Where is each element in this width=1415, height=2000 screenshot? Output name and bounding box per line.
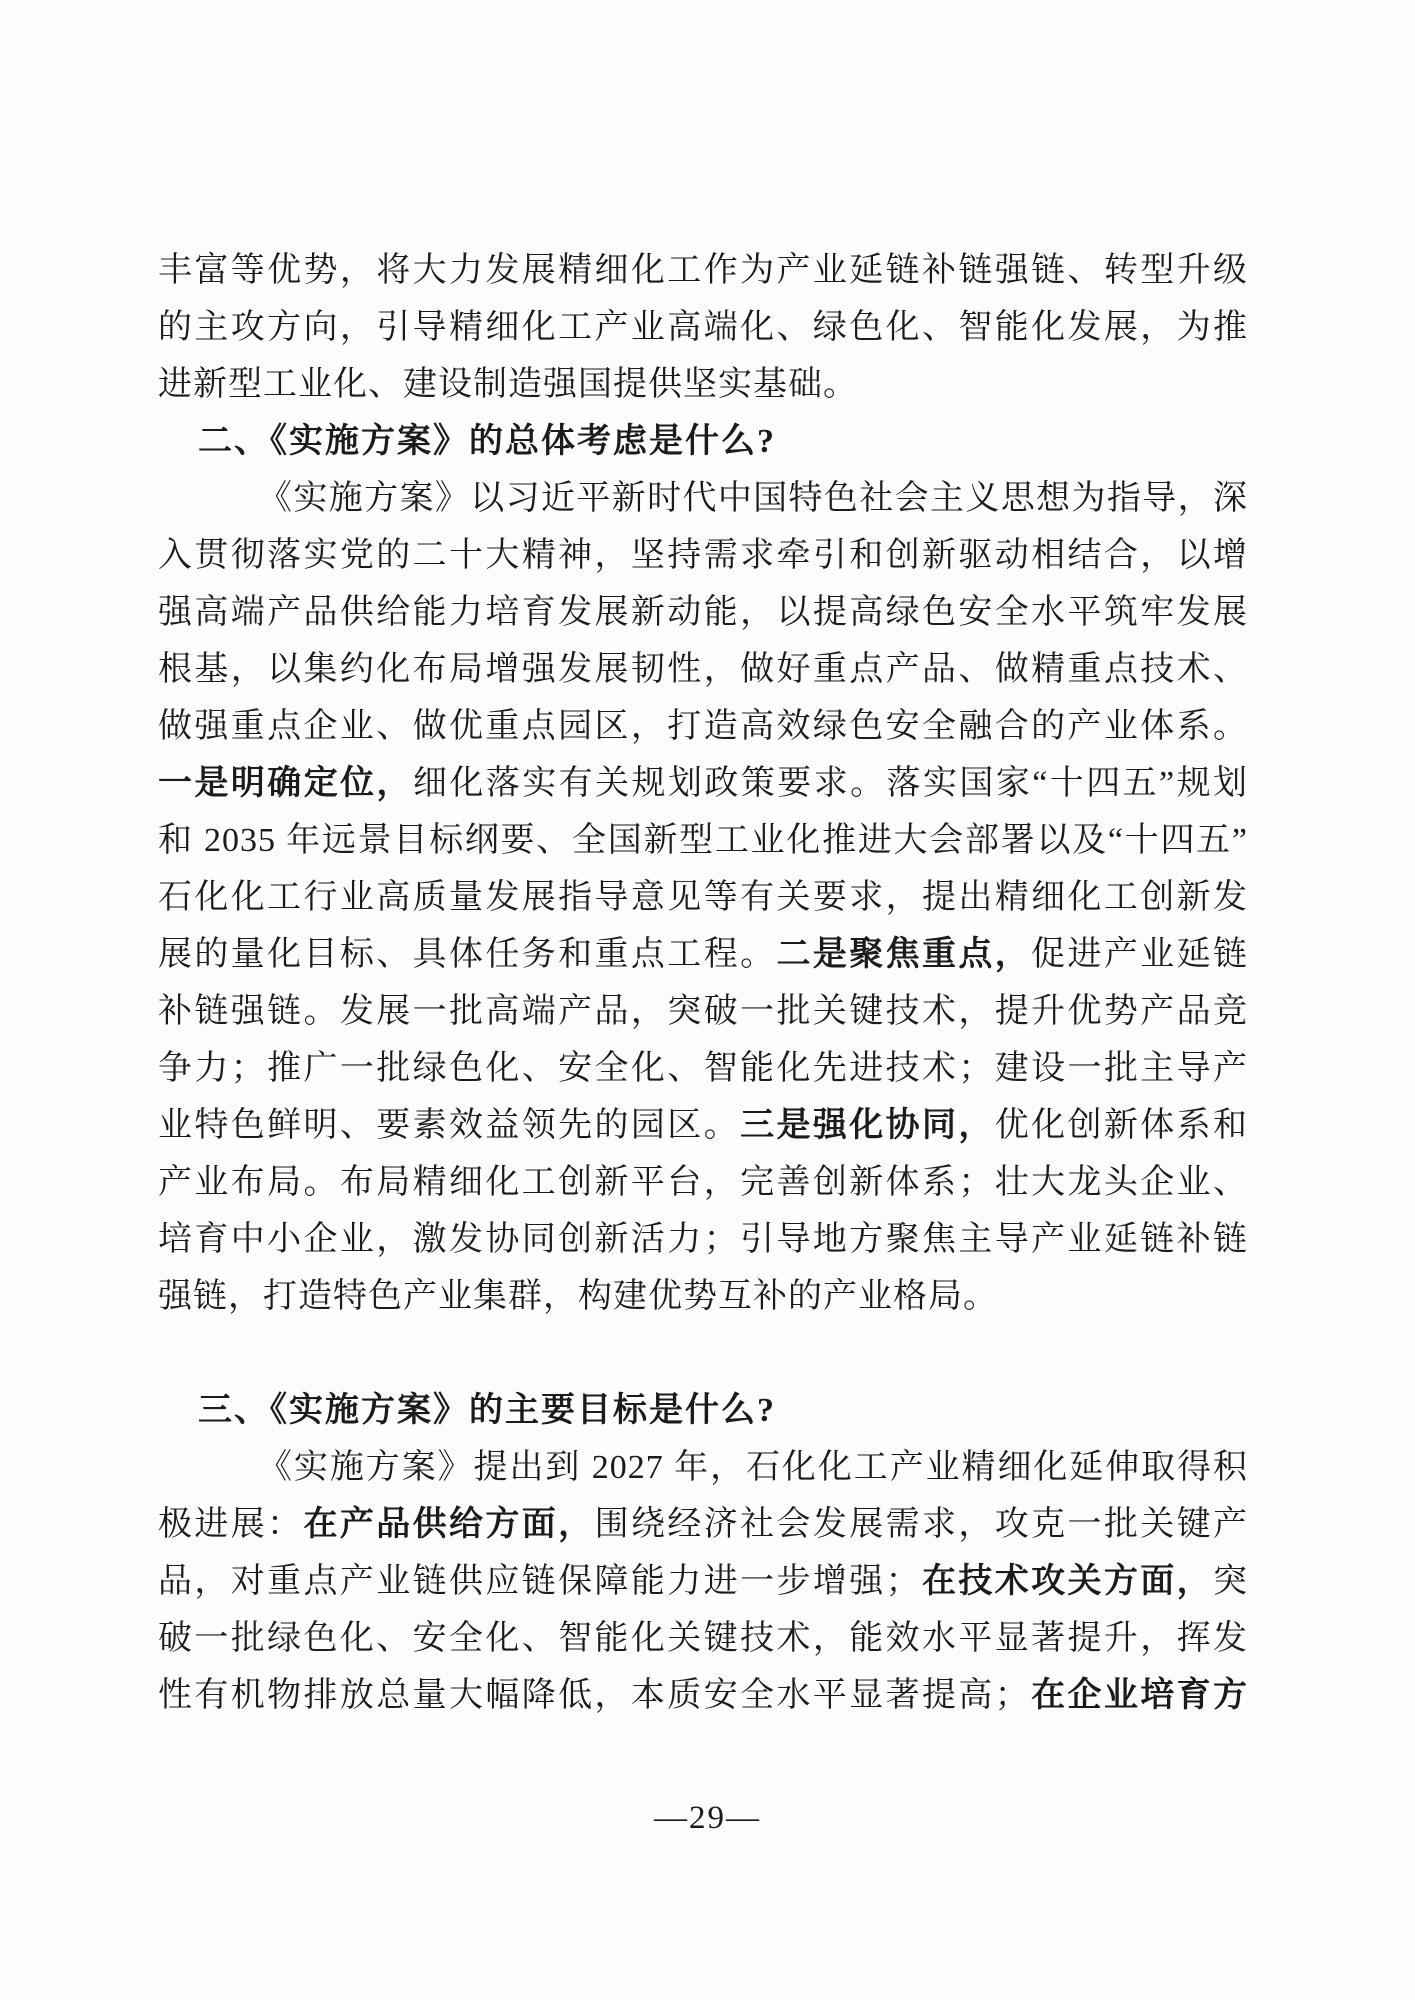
text-line — [158, 299, 1248, 356]
text-line — [158, 1439, 1248, 1496]
text-segment: 强高端产品供给能力培育发展新动能，以提高绿色安全水平筑牢发展 — [158, 594, 1248, 631]
text-line — [158, 1040, 1248, 1097]
text-line — [158, 1496, 1248, 1553]
text-segment: 的主攻方向，引导精细化工产业高端化、绿色化、智能化发展，为推 — [158, 309, 1248, 346]
text-segment: 补链强链。发展一批高端产品，突破一批关键技术，提升优势产品竞 — [158, 993, 1248, 1030]
text-line — [158, 1610, 1248, 1667]
text-segment: 《实施方案》提出到 2027 年，石化化工产业精细化延伸取得积 — [258, 1449, 1248, 1486]
bold-text-segment: 二是聚焦重点， — [776, 936, 1032, 973]
text-segment: 丰富等优势，将大力发展精细化工作为产业延链补链强链、转型升级 — [158, 252, 1248, 289]
document-body — [158, 242, 1248, 1724]
text-segment: 促进产业延链 — [1031, 936, 1249, 973]
text-segment: 石化化工行业高质量发展指导意见等有关要求，提出精细化工创新发 — [158, 879, 1248, 916]
text-segment: 培育中小企业，激发协同创新活力；引导地方聚焦主导产业延链补链 — [158, 1221, 1248, 1258]
text-segment: 突 — [1213, 1563, 1249, 1600]
bold-text-segment: 在技术攻关方面， — [920, 1563, 1214, 1600]
text-segment: 围绕经济社会发展需求，攻克一批关键产 — [594, 1506, 1249, 1543]
bold-text-segment: 二、《实施方案》的总体考虑是什么? — [198, 423, 776, 460]
text-segment: 细化落实有关规划政策要求。落实国家“十四五”规划 — [413, 765, 1249, 802]
text-line — [158, 869, 1248, 926]
text-line — [158, 1667, 1248, 1724]
text-segment: 《实施方案》以习近平新时代中国特色社会主义思想为指导，深 — [258, 480, 1248, 517]
text-segment: 争力；推广一批绿色化、安全化、智能化先进技术；建设一批主导产 — [158, 1050, 1248, 1087]
page-number: —29— — [654, 1800, 761, 1836]
text-segment: 破一批绿色化、安全化、智能化关键技术，能效水平显著提升，挥发 — [158, 1620, 1248, 1657]
bold-text-segment: 三、《实施方案》的主要目标是什么? — [198, 1392, 776, 1429]
text-segment: 优化创新体系和 — [994, 1107, 1249, 1144]
text-segment: 极进展： — [158, 1506, 304, 1543]
text-line — [158, 584, 1248, 641]
bold-text-segment: 在产品供给方面， — [303, 1506, 595, 1543]
text-segment: 性有机物排放总量大幅降低，本质安全水平显著提高； — [158, 1677, 1030, 1714]
text-line — [158, 1154, 1248, 1211]
text-line — [158, 812, 1248, 869]
text-segment: 展的量化目标、具体任务和重点工程。 — [158, 936, 777, 973]
text-line — [158, 242, 1248, 299]
text-segment: 做强重点企业、做优重点园区，打造高效绿色安全融合的产业体系。 — [158, 708, 1248, 745]
text-line — [158, 755, 1248, 812]
text-segment: 入贯彻落实党的二十大精神，坚持需求牵引和创新驱动相结合，以增 — [158, 537, 1248, 574]
text-line — [158, 470, 1248, 527]
text-segment: 品，对重点产业链供应链保障能力进一步增强； — [158, 1563, 921, 1600]
text-line — [158, 983, 1248, 1040]
section-heading — [158, 413, 1248, 470]
text-segment: 和 2035 年远景目标纲要、全国新型工业化推进大会部署以及“十四五” — [158, 822, 1248, 859]
text-line — [158, 1268, 1248, 1325]
text-line — [158, 698, 1248, 755]
bold-text-segment: 三是强化协同， — [740, 1107, 995, 1144]
text-line — [158, 1211, 1248, 1268]
text-line — [158, 641, 1248, 698]
text-segment: 产业布局。布局精细化工创新平台，完善创新体系；壮大龙头企业、 — [158, 1164, 1248, 1201]
text-segment: 进新型工业化、建设制造强国提供坚实基础。 — [158, 366, 858, 403]
text-line — [158, 527, 1248, 584]
text-segment: 根基，以集约化布局增强发展韧性，做好重点产品、做精重点技术、 — [158, 651, 1248, 688]
text-segment: 强链，打造特色产业集群，构建优势互补的产业格局。 — [158, 1278, 998, 1315]
bold-text-segment: 一是明确定位， — [158, 765, 413, 802]
text-line — [158, 1553, 1248, 1610]
section-heading — [158, 1382, 1248, 1439]
text-line — [158, 1097, 1248, 1154]
blank-line — [158, 1325, 1248, 1382]
text-line — [158, 926, 1248, 983]
text-line — [158, 356, 1248, 413]
bold-text-segment: 在企业培育方 — [1029, 1677, 1249, 1714]
text-segment: 业特色鲜明、要素效益领先的园区。 — [158, 1107, 741, 1144]
